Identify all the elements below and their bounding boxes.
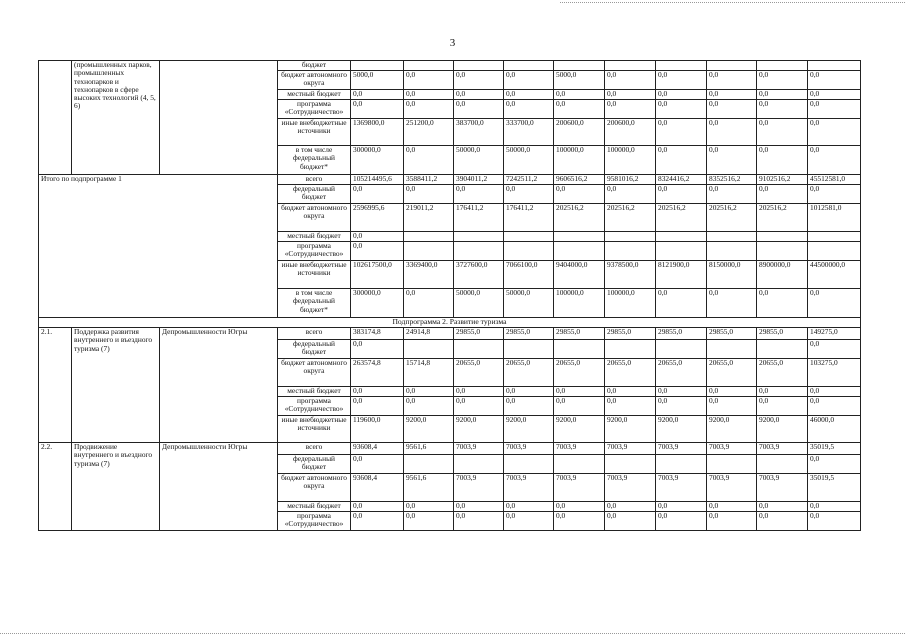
value-cell: 0,0 [808,119,861,146]
section-header-row [39,318,861,328]
value-cell: 9561,6 [404,474,454,502]
value-cell: 29855,0 [454,328,504,340]
value-cell: 0,0 [808,289,861,318]
value-cell: 0,0 [656,119,707,146]
value-cell: 0,0 [605,185,656,204]
funding-source: в том числе федеральный бюджет* [278,289,351,318]
value-cell: 7003,9 [454,443,504,455]
value-cell: 20655,0 [707,359,757,387]
value-cell: 3904011,2 [454,175,504,185]
value-cell: 383700,0 [454,119,504,146]
value-cell: 0,0 [404,71,454,90]
value-cell: 0,0 [757,185,808,204]
value-cell: 0,0 [454,387,504,397]
value-cell: 0,0 [404,90,454,100]
value-cell: 9581016,2 [605,175,656,185]
value-cell: 0,0 [757,119,808,146]
value-cell: 20655,0 [504,359,554,387]
value-cell: 103275,0 [808,359,861,387]
value-cell [808,232,861,242]
value-cell: 0,0 [554,397,605,416]
value-cell: 7003,9 [707,474,757,502]
value-cell: 8324416,2 [656,175,707,185]
value-cell [757,340,808,359]
value-cell: 0,0 [808,455,861,474]
value-cell: 50000,0 [504,146,554,175]
budget-table [38,60,861,531]
value-cell: 24914,8 [404,328,454,340]
value-cell: 0,0 [707,90,757,100]
value-cell: 0,0 [808,387,861,397]
value-cell: 0,0 [707,397,757,416]
funding-source: всего [278,328,351,340]
value-cell: 0,0 [554,502,605,512]
value-cell: 0,0 [808,71,861,90]
value-cell: 35019,5 [808,443,861,455]
value-cell [454,455,504,474]
value-cell: 0,0 [554,185,605,204]
funding-source: в том числе федеральный бюджет* [278,146,351,175]
value-cell: 29855,0 [757,328,808,340]
value-cell: 200600,0 [605,119,656,146]
value-cell: 0,0 [504,185,554,204]
value-cell: 202516,2 [707,204,757,232]
funding-source: федеральный бюджет [278,455,351,474]
value-cell [554,232,605,242]
funding-source: бюджет автономного округа [278,71,351,90]
value-cell [707,61,757,71]
scan-artifact [0,633,905,634]
scan-artifact-top [560,2,905,3]
value-cell: 0,0 [351,387,404,397]
value-cell: 5000,0 [351,71,404,90]
table-row [39,328,861,340]
value-cell [605,455,656,474]
value-cell: 3727600,0 [454,261,504,289]
activity-name: (промышленных парков, промышленных технопарков и технопарков в сфере высоких технологий (4, 5, 6) [72,61,160,175]
value-cell: 0,0 [605,100,656,119]
value-cell: 44500000,0 [808,261,861,289]
funding-source: программа «Сотрудничество» [278,512,351,531]
value-cell: 0,0 [656,289,707,318]
value-cell: 102617500,0 [351,261,404,289]
funding-source: местный бюджет [278,387,351,397]
value-cell: 0,0 [656,146,707,175]
value-cell: 0,0 [757,502,808,512]
value-cell: 0,0 [454,100,504,119]
value-cell: 176411,2 [504,204,554,232]
responsible-party [160,61,278,175]
value-cell: 9404000,0 [554,261,605,289]
funding-source: местный бюджет [278,232,351,242]
value-cell: 93608,4 [351,443,404,455]
value-cell: 93608,4 [351,474,404,502]
value-cell: 0,0 [656,185,707,204]
value-cell: 383174,8 [351,328,404,340]
value-cell: 2596995,6 [351,204,404,232]
funding-source: всего [278,443,351,455]
value-cell: 35019,5 [808,474,861,502]
value-cell: 263574,8 [351,359,404,387]
value-cell: 9200,0 [454,416,504,443]
value-cell: 0,0 [404,289,454,318]
value-cell: 0,0 [605,71,656,90]
value-cell: 3588411,2 [404,175,454,185]
value-cell: 0,0 [707,146,757,175]
value-cell [404,340,454,359]
value-cell: 50000,0 [454,289,504,318]
value-cell: 0,0 [605,397,656,416]
value-cell: 0,0 [707,502,757,512]
funding-source: всего [278,175,351,185]
value-cell: 0,0 [808,146,861,175]
funding-source: федеральный бюджет [278,340,351,359]
value-cell [404,455,454,474]
value-cell [605,232,656,242]
funding-source: программа «Сотрудничество» [278,242,351,261]
value-cell: 0,0 [504,502,554,512]
value-cell: 50000,0 [454,146,504,175]
page-number: 3 [449,37,456,49]
value-cell: 8900000,0 [757,261,808,289]
value-cell: 7003,9 [605,474,656,502]
value-cell [656,340,707,359]
value-cell: 9561,6 [404,443,454,455]
activity-name: Продвижение внутреннего и въездного туризма (7) [72,443,160,531]
value-cell [504,340,554,359]
item-number: 2.1. [39,328,72,443]
value-cell [504,61,554,71]
value-cell: 0,0 [404,502,454,512]
value-cell [605,61,656,71]
value-cell: 7003,9 [656,474,707,502]
value-cell: 0,0 [404,100,454,119]
value-cell: 0,0 [757,71,808,90]
value-cell [454,232,504,242]
value-cell: 0,0 [757,100,808,119]
value-cell: 176411,2 [454,204,504,232]
value-cell: 0,0 [351,340,404,359]
value-cell [554,61,605,71]
value-cell: 0,0 [351,397,404,416]
value-cell [656,455,707,474]
table-row [39,61,861,71]
value-cell: 3369400,0 [404,261,454,289]
value-cell [707,455,757,474]
value-cell: 0,0 [554,100,605,119]
value-cell: 0,0 [656,100,707,119]
value-cell: 0,0 [454,502,504,512]
value-cell [454,61,504,71]
value-cell [757,232,808,242]
value-cell: 0,0 [656,512,707,531]
value-cell: 0,0 [351,455,404,474]
value-cell: 0,0 [656,387,707,397]
value-cell: 9606516,2 [554,175,605,185]
value-cell [404,232,454,242]
value-cell: 0,0 [757,146,808,175]
funding-source: бюджет [278,61,351,71]
value-cell: 9200,0 [757,416,808,443]
value-cell: 7003,9 [757,474,808,502]
value-cell [605,340,656,359]
value-cell: 0,0 [757,90,808,100]
value-cell: 0,0 [707,512,757,531]
value-cell: 300000,0 [351,146,404,175]
value-cell: 0,0 [707,71,757,90]
value-cell: 7242511,2 [504,175,554,185]
value-cell: 15714,8 [404,359,454,387]
value-cell: 0,0 [605,502,656,512]
value-cell [707,232,757,242]
table-row [39,175,861,185]
value-cell: 7003,9 [554,474,605,502]
value-cell: 0,0 [404,397,454,416]
funding-source: иные внебюджетные источники [278,119,351,146]
value-cell: 0,0 [454,512,504,531]
table-row [39,443,861,455]
value-cell [504,232,554,242]
value-cell [808,242,861,261]
funding-source: местный бюджет [278,502,351,512]
value-cell [605,242,656,261]
value-cell: 0,0 [808,340,861,359]
value-cell: 20655,0 [605,359,656,387]
value-cell: 100000,0 [554,289,605,318]
value-cell: 7003,9 [454,474,504,502]
value-cell: 0,0 [707,289,757,318]
value-cell [554,242,605,261]
value-cell: 20655,0 [554,359,605,387]
value-cell: 7003,9 [707,443,757,455]
value-cell: 0,0 [808,397,861,416]
value-cell: 8352516,2 [707,175,757,185]
value-cell: 7003,9 [554,443,605,455]
item-number: 2.2. [39,443,72,531]
value-cell: 0,0 [454,90,504,100]
value-cell: 0,0 [808,512,861,531]
value-cell [757,242,808,261]
value-cell: 0,0 [656,90,707,100]
value-cell: 202516,2 [757,204,808,232]
value-cell: 0,0 [554,90,605,100]
funding-source: программа «Сотрудничество» [278,100,351,119]
value-cell: 0,0 [351,185,404,204]
value-cell: 7003,9 [757,443,808,455]
value-cell: 7003,9 [504,474,554,502]
value-cell: 149275,0 [808,328,861,340]
funding-source: иные внебюджетные источники [278,416,351,443]
value-cell: 105214495,6 [351,175,404,185]
value-cell: 0,0 [554,387,605,397]
funding-source: бюджет автономного округа [278,359,351,387]
value-cell: 0,0 [504,397,554,416]
value-cell: 0,0 [554,512,605,531]
value-cell: 9102516,2 [757,175,808,185]
value-cell: 8150000,0 [707,261,757,289]
value-cell: 0,0 [808,100,861,119]
value-cell: 0,0 [656,397,707,416]
value-cell: 251200,0 [404,119,454,146]
value-cell: 5000,0 [554,71,605,90]
value-cell: 0,0 [757,289,808,318]
item-number [39,61,72,175]
value-cell [504,242,554,261]
value-cell: 9200,0 [707,416,757,443]
value-cell: 29855,0 [656,328,707,340]
value-cell [757,61,808,71]
value-cell: 0,0 [605,512,656,531]
value-cell: 202516,2 [605,204,656,232]
value-cell: 200600,0 [554,119,605,146]
value-cell: 1369800,0 [351,119,404,146]
value-cell [707,340,757,359]
responsible-party: Депромышленности Югры [160,328,278,443]
value-cell: 0,0 [757,397,808,416]
funding-source: федеральный бюджет [278,185,351,204]
value-cell: 0,0 [404,185,454,204]
value-cell: 0,0 [808,90,861,100]
value-cell: 100000,0 [605,146,656,175]
value-cell: 46000,0 [808,416,861,443]
value-cell: 0,0 [351,100,404,119]
value-cell: 7066100,0 [504,261,554,289]
value-cell: 0,0 [707,185,757,204]
value-cell [454,340,504,359]
value-cell [351,61,404,71]
subprogram-total-label: Итого по подпрограмме 1 [39,175,278,318]
value-cell: 0,0 [808,185,861,204]
value-cell [554,455,605,474]
value-cell: 0,0 [351,90,404,100]
value-cell: 50000,0 [504,289,554,318]
value-cell: 0,0 [656,502,707,512]
value-cell [404,242,454,261]
value-cell: 7003,9 [656,443,707,455]
value-cell: 0,0 [351,502,404,512]
value-cell: 300000,0 [351,289,404,318]
value-cell: 0,0 [808,502,861,512]
value-cell: 219011,2 [404,204,454,232]
funding-source: местный бюджет [278,90,351,100]
value-cell: 0,0 [605,387,656,397]
value-cell: 202516,2 [656,204,707,232]
value-cell: 0,0 [707,119,757,146]
value-cell: 9200,0 [605,416,656,443]
value-cell: 100000,0 [554,146,605,175]
value-cell: 0,0 [707,387,757,397]
value-cell: 0,0 [454,185,504,204]
value-cell [808,61,861,71]
value-cell: 0,0 [404,387,454,397]
value-cell: 29855,0 [605,328,656,340]
value-cell [404,61,454,71]
value-cell: 20655,0 [454,359,504,387]
value-cell: 20655,0 [757,359,808,387]
funding-source: бюджет автономного округа [278,474,351,502]
value-cell: 9200,0 [404,416,454,443]
value-cell: 0,0 [504,100,554,119]
value-cell: 0,0 [351,512,404,531]
value-cell: 9200,0 [554,416,605,443]
value-cell [656,232,707,242]
value-cell: 29855,0 [707,328,757,340]
value-cell: 9200,0 [504,416,554,443]
value-cell: 0,0 [707,100,757,119]
value-cell: 1012581,0 [808,204,861,232]
value-cell: 0,0 [404,146,454,175]
value-cell: 0,0 [757,512,808,531]
activity-name: Поддержка развития внутреннего и въездного туризма (7) [72,328,160,443]
value-cell: 0,0 [351,232,404,242]
value-cell: 119600,0 [351,416,404,443]
value-cell: 0,0 [757,387,808,397]
value-cell: 0,0 [454,71,504,90]
value-cell: 202516,2 [554,204,605,232]
value-cell: 45512581,0 [808,175,861,185]
value-cell: 0,0 [504,512,554,531]
value-cell: 29855,0 [554,328,605,340]
value-cell: 9378500,0 [605,261,656,289]
responsible-party: Депромышленности Югры [160,443,278,531]
value-cell [554,340,605,359]
value-cell: 0,0 [351,242,404,261]
value-cell [656,61,707,71]
funding-source: программа «Сотрудничество» [278,397,351,416]
value-cell [656,242,707,261]
value-cell: 20655,0 [656,359,707,387]
value-cell: 333700,0 [504,119,554,146]
value-cell [757,455,808,474]
value-cell: 0,0 [454,397,504,416]
value-cell: 8121900,0 [656,261,707,289]
value-cell: 0,0 [504,90,554,100]
funding-source: иные внебюджетные источники [278,261,351,289]
value-cell [707,242,757,261]
value-cell: 7003,9 [605,443,656,455]
value-cell: 7003,9 [504,443,554,455]
funding-source: бюджет автономного округа [278,204,351,232]
value-cell: 0,0 [656,71,707,90]
value-cell: 100000,0 [605,289,656,318]
value-cell: 29855,0 [504,328,554,340]
value-cell [504,455,554,474]
section-title: Подпрограмма 2. Развитие туризма [39,318,861,328]
value-cell: 0,0 [404,512,454,531]
value-cell: 0,0 [504,71,554,90]
value-cell: 0,0 [605,90,656,100]
value-cell: 0,0 [504,387,554,397]
value-cell [454,242,504,261]
value-cell: 9200,0 [656,416,707,443]
